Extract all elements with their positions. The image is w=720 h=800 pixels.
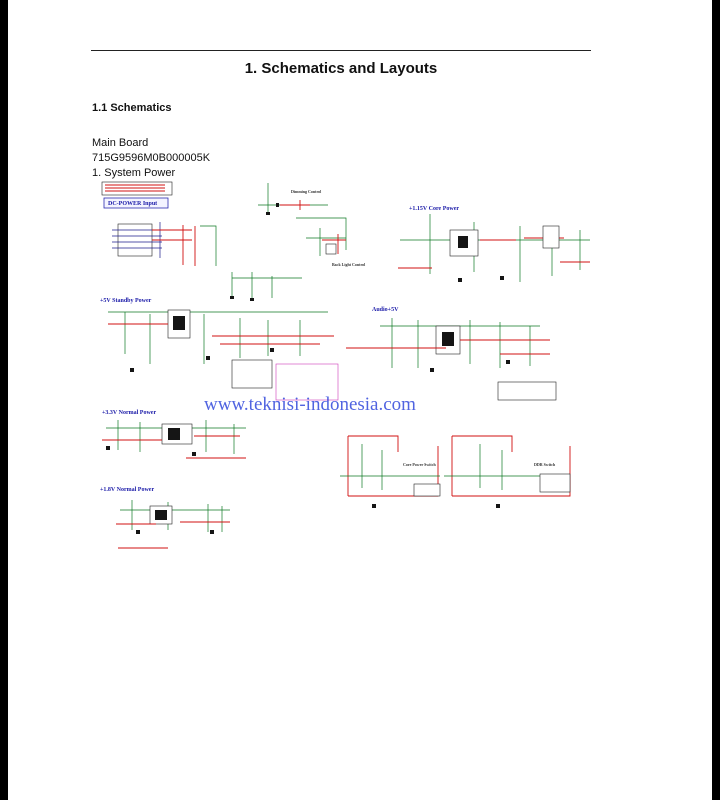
audio-5v-label: Audio+5V <box>372 307 399 313</box>
back-light-control-label: Back Light Control <box>332 262 366 267</box>
standby-power-5v-block <box>100 298 338 400</box>
watermark-text: www.teknisi-indonesia.com <box>204 394 416 415</box>
subsection-heading: 1. System Power <box>92 167 176 179</box>
dc-power-input-block <box>102 182 216 266</box>
dimming-control-label: Dimming Control <box>291 189 322 194</box>
board-part-number: 715G9596M0B000005K <box>92 152 211 164</box>
normal-power-3v3-block <box>102 410 246 458</box>
core-power-switch-block <box>340 436 440 508</box>
core-power-switch-label: Core Power Switch <box>403 462 436 467</box>
normal-power-1v8-label: +1.8V Normal Power <box>100 487 155 493</box>
core-power-1v15-label: +1.15V Core Power <box>409 206 460 212</box>
normal-power-3v3-label: +3.3V Normal Power <box>102 410 157 416</box>
normal-power-1v8-block <box>100 487 230 548</box>
dimming-control-block <box>258 183 328 215</box>
back-light-control-block <box>230 218 366 301</box>
section-heading: 1.1 Schematics <box>92 102 172 114</box>
core-power-1v15-block <box>398 206 590 282</box>
dc-power-input-label: DC-POWER Input <box>108 201 158 207</box>
ddr-switch-block <box>444 436 570 508</box>
standby-power-5v-label: +5V Standby Power <box>100 298 152 304</box>
audio-5v-block <box>346 307 556 400</box>
page-heading: 1. Schematics and Layouts <box>244 60 438 77</box>
board-label: Main Board <box>92 137 149 149</box>
ddr-switch-label: DDR Switch <box>534 462 556 467</box>
